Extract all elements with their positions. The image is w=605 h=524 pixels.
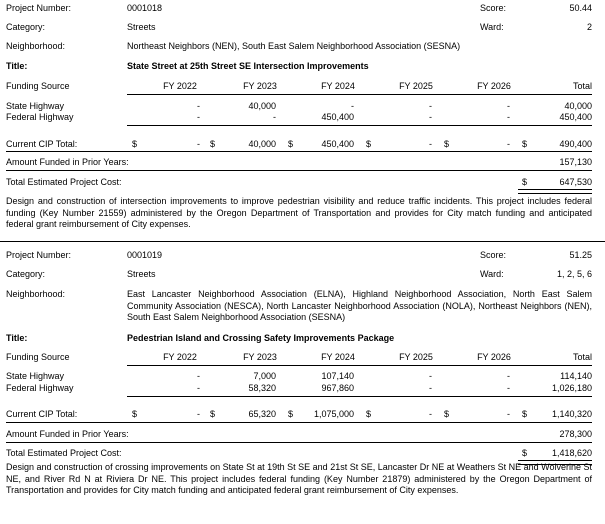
category-label: Category: [6,269,46,279]
fy-header: FY 2024 [321,81,355,91]
table-cell: - [351,101,354,111]
prior-years-value: 278,300 [559,429,592,439]
header-rule [127,365,592,366]
table-cell: - [507,101,510,111]
project-number-value: 0001019 [127,250,163,260]
cip-total-cell: 40,000 [248,139,276,149]
project-divider [0,241,605,242]
table-cell: - [429,112,432,122]
fy-header: FY 2026 [477,81,511,91]
fy-header: FY 2023 [243,352,277,362]
currency-sign: $ [288,139,294,149]
table-cell: 1,026,180 [551,383,592,393]
prior-years-label: Amount Funded in Prior Years: [6,157,129,167]
fy-header: FY 2023 [243,81,277,91]
currency-sign: $ [522,139,528,149]
currency-sign: $ [132,409,138,419]
neighborhood-value: East Lancaster Neighborhood Association (ELNA), Highland Neighborhood Association, North East Salem Community Association (NESCA), North Lancaster Neighborhood Association (NOLA), Northeast Neighbors (NEN), South East Salem Neighborhood Association (SESNA) [127,289,592,322]
cip-total-cell: 65,320 [248,409,276,419]
table-cell: - [507,383,510,393]
neighborhood-value: Northeast Neighbors (NEN), South East Salem Neighborhood Association (SESNA) [127,41,461,51]
title-label: Title: [6,61,28,71]
project-description: Design and construction of crossing improvements on State St at 19th St SE and 21st St SE, Lancaster Dr NE at Weathers St NE and Wolverine St NE, and River Rd N at Riviera Dr NE. This project includes federal funding (Key Number 21879) administered by the Oregon Department of Transportation and provides for City match funding and anticipated federal grant reimbursement of City expenses. [6,462,592,495]
neighborhood-label: Neighborhood: [6,41,66,51]
cip-total-cell: - [507,409,510,419]
table-rule [127,125,592,126]
cip-total-cell: 450,400 [321,139,354,149]
fy-header: FY 2022 [163,81,197,91]
table-rule [127,396,592,397]
project-number-value: 0001018 [127,3,163,13]
total-double-rule [518,189,592,194]
score-value: 50.44 [569,3,592,13]
total-estimated-label: Total Estimated Project Cost: [6,448,122,458]
category-value: Streets [127,269,156,279]
fy-header: FY 2025 [399,81,433,91]
cip-total-cell: - [197,409,200,419]
cip-total-cell: 1,140,320 [551,409,592,419]
score-label: Score: [480,3,507,13]
cip-total-cell: 1,075,000 [313,409,354,419]
total-header: Total [572,81,592,91]
table-cell: 7,000 [253,371,276,381]
currency-sign: $ [522,409,528,419]
table-cell: - [197,383,200,393]
funding-source-header: Funding Source [6,352,70,362]
prior-years-label: Amount Funded in Prior Years: [6,429,129,439]
funding-source-name: Federal Highway [6,383,74,393]
current-cip-label: Current CIP Total: [6,409,78,419]
table-cell: 107,140 [321,371,354,381]
currency-sign: $ [210,139,216,149]
project-title: State Street at 25th Street SE Intersection Improvements [127,61,369,71]
total-estimated-label: Total Estimated Project Cost: [6,177,122,187]
table-cell: - [197,371,200,381]
header-rule [127,94,592,95]
title-label: Title: [6,333,28,343]
currency-sign: $ [444,139,450,149]
currency-sign: $ [444,409,450,419]
funding-source-header: Funding Source [6,81,70,91]
project-title: Pedestrian Island and Crossing Safety Improvements Package [127,333,395,343]
total-estimated-value: 647,530 [559,177,592,187]
ward-label: Ward: [480,22,504,32]
current-cip-label: Current CIP Total: [6,139,78,149]
currency-sign: $ [366,409,372,419]
table-cell: 450,400 [321,112,354,122]
currency-sign: $ [132,139,138,149]
table-cell: - [429,371,432,381]
table-cell: - [273,112,276,122]
currency-sign: $ [522,448,528,458]
table-cell: - [429,101,432,111]
table-cell: 40,000 [564,101,592,111]
table-cell: 58,320 [248,383,276,393]
score-label: Score: [480,250,507,260]
total-header: Total [572,352,592,362]
table-cell: 40,000 [248,101,276,111]
fy-header: FY 2024 [321,352,355,362]
total-estimated-value: 1,418,620 [551,448,592,458]
project-number-label: Project Number: [6,250,72,260]
currency-sign: $ [210,409,216,419]
fy-header: FY 2025 [399,352,433,362]
score-value: 51.25 [569,250,592,260]
prior-years-value: 157,130 [559,157,592,167]
funding-source-name: State Highway [6,371,65,381]
cip-rule [6,422,592,423]
cip-rule [6,151,592,152]
neighborhood-label: Neighborhood: [6,289,66,299]
table-cell: - [429,383,432,393]
prior-rule [6,442,592,443]
table-cell: - [507,371,510,381]
project-number-label: Project Number: [6,3,72,13]
ward-value: 1, 2, 5, 6 [556,269,592,279]
ward-value: 2 [586,22,592,32]
table-cell: 114,140 [560,371,592,381]
cip-total-cell: - [507,139,510,149]
table-cell: 967,860 [321,383,354,393]
currency-sign: $ [288,409,294,419]
table-cell: - [197,112,200,122]
table-cell: - [507,112,510,122]
prior-rule [6,170,592,171]
cip-total-cell: 490,400 [559,139,592,149]
funding-source-name: State Highway [6,101,65,111]
cip-total-cell: - [429,409,432,419]
category-label: Category: [6,22,46,32]
fy-header: FY 2026 [477,352,511,362]
category-value: Streets [127,22,156,32]
table-cell: - [197,101,200,111]
funding-source-name: Federal Highway [6,112,74,122]
ward-label: Ward: [480,269,504,279]
fy-header: FY 2022 [163,352,197,362]
project-description: Design and construction of intersection improvements to improve pedestrian visibility and reduce traffic incidents. This project includes federal funding (Key Number 21559) administered by the Oregon Department of Transportation and provides for City match funding and anticipated federal grant reimbursement of City expenses. [6,196,592,229]
cip-total-cell: - [429,139,432,149]
currency-sign: $ [366,139,372,149]
cip-total-cell: - [197,139,200,149]
table-cell: 450,400 [559,112,592,122]
currency-sign: $ [522,177,528,187]
